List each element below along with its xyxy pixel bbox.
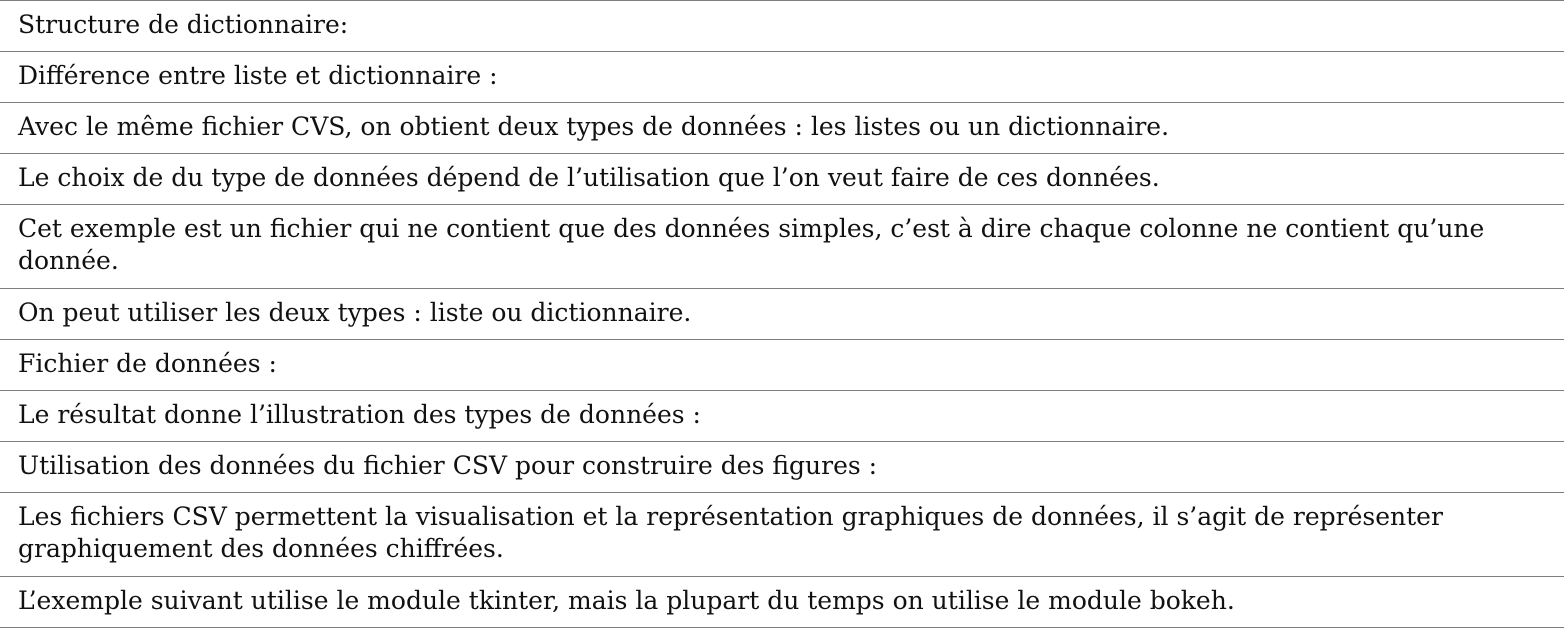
table-row: On peut utiliser les deux types : liste ou dictionnaire. xyxy=(0,289,1564,340)
table-row: L’exemple suivant utilise le module tkinter, mais la plupart du temps on utilise le module bokeh. xyxy=(0,577,1564,628)
table-row: Fichier de données : xyxy=(0,340,1564,391)
table-row: Avec le même fichier CVS, on obtient deux types de données : les listes ou un dictionnaire. xyxy=(0,103,1564,154)
table-row: Différence entre liste et dictionnaire : xyxy=(0,52,1564,103)
table-row: Les fichiers CSV permettent la visualisation et la représentation graphiques de données, il s’agit de représenter graphiquement des données chiffrées. xyxy=(0,493,1564,577)
table-row: Cet exemple est un fichier qui ne contient que des données simples, c’est à dire chaque colonne ne contient qu’une donnée. xyxy=(0,205,1564,289)
table-row: Le résultat donne l’illustration des types de données : xyxy=(0,391,1564,442)
table-row: Le choix de du type de données dépend de l’utilisation que l’on veut faire de ces données. xyxy=(0,154,1564,205)
table-row: Structure de dictionnaire: xyxy=(0,1,1564,52)
table-row: Utilisation des données du fichier CSV pour construire des figures : xyxy=(0,442,1564,493)
